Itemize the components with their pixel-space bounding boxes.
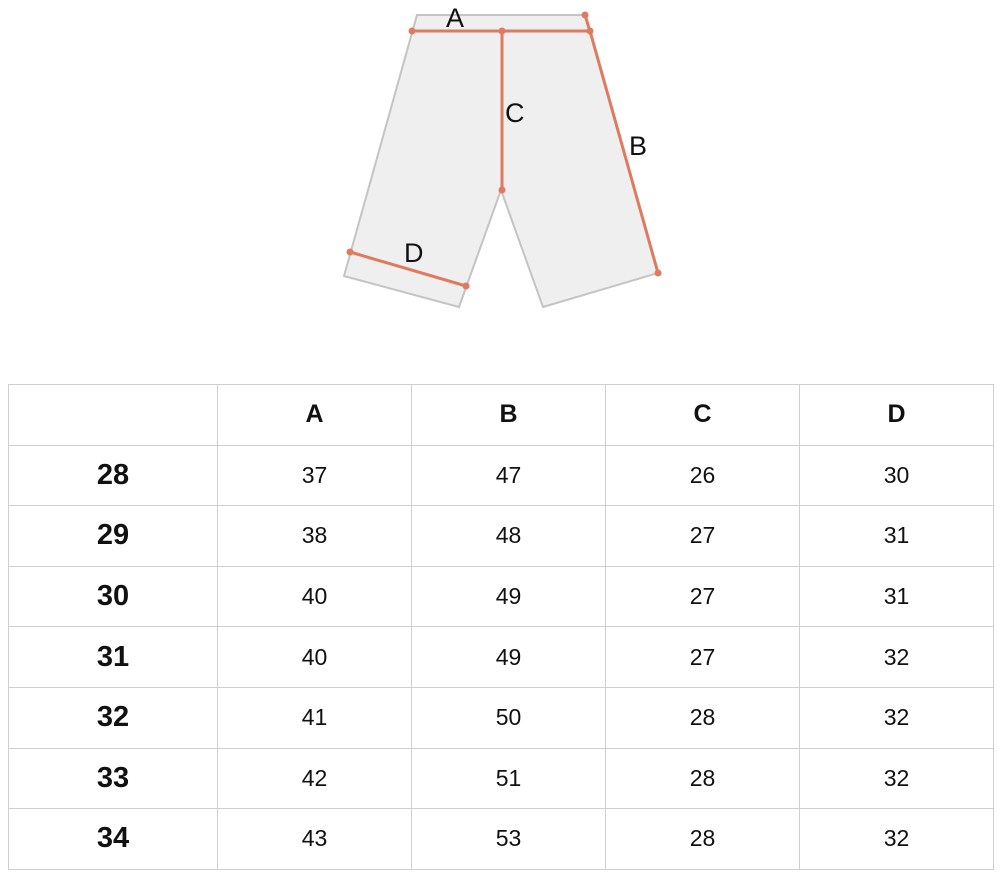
- table-row: [9, 506, 994, 567]
- measurement-cell: 30: [800, 445, 994, 506]
- measurement-cell: 31: [800, 566, 994, 627]
- diagram-label-d: D: [404, 238, 424, 268]
- measurement-cell: 40: [218, 627, 412, 688]
- measurement-cell: 28: [606, 748, 800, 809]
- diagram-label-c: C: [505, 98, 525, 128]
- table-row: [9, 687, 994, 748]
- measurement-cell: 42: [218, 748, 412, 809]
- measurement-cell: 48: [412, 506, 606, 567]
- size-label: 31: [9, 627, 218, 688]
- size-label: 29: [9, 506, 218, 567]
- measurement-cell: 37: [218, 445, 412, 506]
- table-row: [9, 627, 994, 688]
- measurement-cell: 41: [218, 687, 412, 748]
- table-row: [9, 748, 994, 809]
- measurement-cell: 40: [218, 566, 412, 627]
- measurement-cell: 49: [412, 627, 606, 688]
- size-label: 33: [9, 748, 218, 809]
- measurement-cell: 50: [412, 687, 606, 748]
- measurement-cell: 38: [218, 506, 412, 567]
- size-label: 32: [9, 687, 218, 748]
- measurement-cell: 31: [800, 506, 994, 567]
- measurement-cell: 32: [800, 748, 994, 809]
- table-row: [9, 566, 994, 627]
- diagram-label-a: A: [446, 3, 465, 33]
- diagram-label-b: B: [629, 131, 648, 161]
- size-label: 30: [9, 566, 218, 627]
- measurement-cell: 28: [606, 809, 800, 870]
- measurement-cell: 32: [800, 809, 994, 870]
- size-chart-table: [8, 384, 994, 870]
- measurement-cell: 28: [606, 687, 800, 748]
- measurement-cell: 27: [606, 627, 800, 688]
- column-header-a: A: [218, 385, 412, 446]
- measurement-cell: 32: [800, 627, 994, 688]
- size-label: 28: [9, 445, 218, 506]
- table-corner-cell: [9, 385, 218, 446]
- column-header-b: B: [412, 385, 606, 446]
- measurement-cell: 47: [412, 445, 606, 506]
- table-header-row: [9, 385, 994, 446]
- measurement-cell: 53: [412, 809, 606, 870]
- table-row: [9, 445, 994, 506]
- size-label: 34: [9, 809, 218, 870]
- measurement-cell: 26: [606, 445, 800, 506]
- measurement-cell: 49: [412, 566, 606, 627]
- measurement-cell: 51: [412, 748, 606, 809]
- measurement-cell: 27: [606, 566, 800, 627]
- column-header-c: C: [606, 385, 800, 446]
- column-header-d: D: [800, 385, 994, 446]
- shorts-measurement-diagram: [0, 0, 1000, 330]
- measurement-cell: 43: [218, 809, 412, 870]
- table-row: [9, 809, 994, 870]
- measurement-cell: 32: [800, 687, 994, 748]
- measurement-cell: 27: [606, 506, 800, 567]
